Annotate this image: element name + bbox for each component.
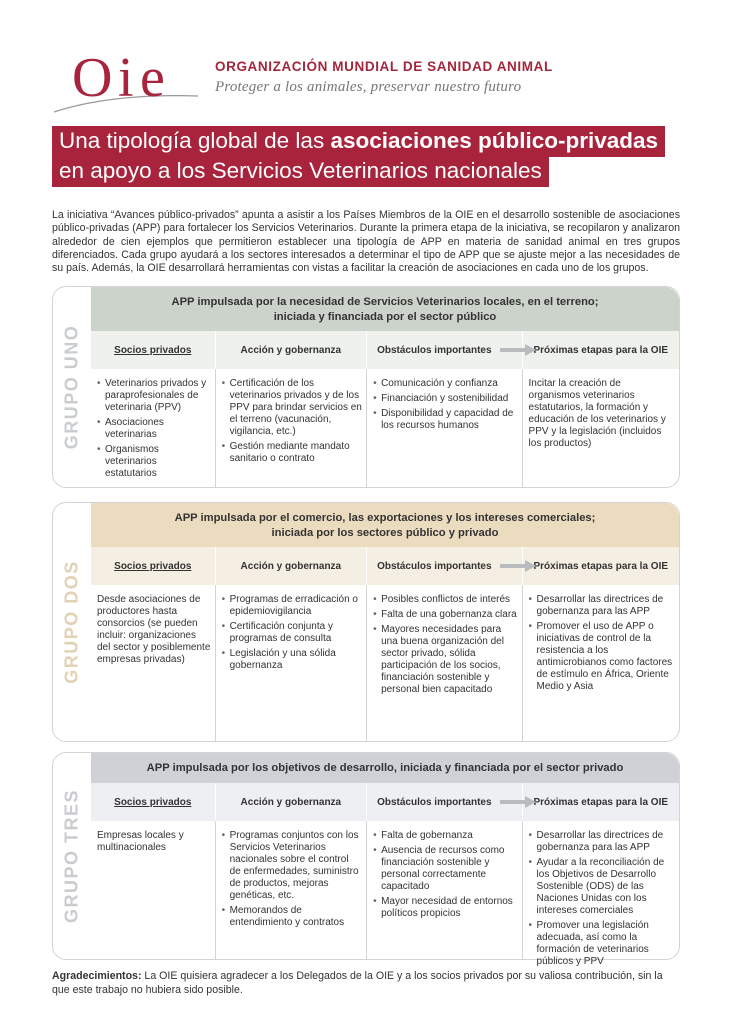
group-label: GRUPO TRES bbox=[61, 788, 82, 924]
col-head-next: Próximas etapas para la OIE bbox=[522, 331, 679, 369]
next-text: Incitar la creación de organismos veterinarios estatutarios, la formación y educación de los veterinarios y PPV y la legislación (incluidos los productos) bbox=[528, 378, 666, 449]
col-head-partners: Socios privados bbox=[114, 796, 192, 808]
list-item: • Veterinarios privados y paraprofesionales de veterinaria (PPV) bbox=[97, 378, 211, 414]
partners-cell bbox=[91, 585, 215, 741]
col-head-obstacles-label: Obstáculos importantes bbox=[377, 560, 492, 572]
column-headers bbox=[91, 783, 679, 821]
col-head-partners: Socios privados bbox=[114, 344, 192, 356]
group-band bbox=[91, 287, 679, 331]
logo-e: e bbox=[140, 47, 165, 109]
action-cell bbox=[215, 585, 366, 741]
group-band bbox=[91, 753, 679, 783]
partners-text: Desde asociaciones de productores hasta consorcios (se pueden incluir: organizaciones del sector y posiblemente empresas privadas) bbox=[97, 594, 211, 665]
column-headers bbox=[91, 331, 679, 369]
list-item: • Programas conjuntos con los Servicios Veterinarios nacionales sobre el control de enfermedades, suministro de productos, mejoras genéticas, etc. bbox=[222, 830, 362, 902]
list-item: • Disponibilidad y capacidad de los recursos humanos bbox=[373, 408, 517, 432]
next-cell bbox=[522, 821, 679, 967]
col-head-obstacles-label: Obstáculos importantes bbox=[377, 344, 492, 356]
col-head-obstacles bbox=[366, 783, 521, 821]
next-cell bbox=[522, 585, 679, 741]
list-item: • Desarrollar las directrices de gobernanza para las APP bbox=[529, 830, 675, 854]
list-item: • Certificación de los veterinarios privados y de los PPV para brindar servicios en el terreno (vacunación, vigilancia, etc.) bbox=[222, 378, 362, 438]
list-item: • Ausencia de recursos como financiación sostenible y personal correctamente capacitado bbox=[373, 845, 517, 893]
title-line-2: en apoyo a los Servicios Veterinarios nacionales bbox=[52, 156, 549, 187]
title-line-1 bbox=[52, 126, 665, 157]
oie-logo bbox=[50, 44, 200, 116]
org-name: ORGANIZACIÓN MUNDIAL DE SANIDAD ANIMAL bbox=[215, 59, 553, 74]
list-item: • Mayores necesidades para una buena organización del sector privado, sólida participación de los socios, financiación sostenible y personal bien capacitado bbox=[373, 624, 517, 696]
col-head-obstacles bbox=[366, 331, 521, 369]
band-line-2: iniciada y financiada por el sector público bbox=[273, 311, 497, 323]
band-line-2: iniciada por los sectores público y privado bbox=[271, 527, 499, 539]
col-head-next: Próximas etapas para la OIE bbox=[522, 547, 679, 585]
list-item: • Ayudar a la reconciliación de los Objetivos de Desarrollo Sostenible (ODS) de las Naciones Unidas con los intereses comerciales bbox=[529, 857, 675, 917]
list-item: • Memorandos de entendimiento y contratos bbox=[222, 905, 362, 929]
group-side bbox=[53, 753, 91, 959]
list-item: • Programas de erradicación o epidemiovigilancia bbox=[222, 594, 362, 618]
intro-paragraph: La iniciativa “Avances público-privados” apunta a asistir a los Países Miembros de la OIE en el desarrollo sostenible de asociaciones público-privadas (APP) para fortalecer los Servicios Veterinarios. Durante la primera etapa de la iniciativa, se recopilaron y analizaron alrededor de cien ejemplos que permitieron establecer una tipología de APP en materia de sanidad animal en tres grupos diferenciados. Cada grupo ayudará a los sectores interesados a determinar el tipo de APP que se ajuste mejor a las necesidades de su país. Además, la OIE desarrollará herramientas con vistas a facilitar la creación de asociaciones en cada uno de los grupos. bbox=[52, 209, 680, 275]
col-head-action: Acción y gobernanza bbox=[215, 331, 366, 369]
list-item: • Posibles conflictos de interés bbox=[373, 594, 517, 606]
col-head-action: Acción y gobernanza bbox=[215, 547, 366, 585]
arrow-right-icon bbox=[500, 346, 536, 354]
list-item: • Comunicación y confianza bbox=[373, 378, 517, 390]
band-line-1: APP impulsada por el comercio, las exportaciones y los intereses comerciales; bbox=[174, 512, 596, 524]
list-item: • Promover el uso de APP o iniciativas de control de la resistencia a los antimicrobianos como factores de estímulo en África, Oriente Medio y Asia bbox=[529, 621, 675, 693]
acknowledgements bbox=[52, 970, 680, 997]
group-body bbox=[91, 369, 679, 487]
list-item: • Certificación conjunta y programas de consulta bbox=[222, 621, 362, 645]
acknowledgements-label: Agradecimientos: bbox=[52, 970, 142, 982]
group-label: GRUPO DOS bbox=[61, 560, 82, 684]
list-item: • Mayor necesidad de entornos políticos propicios bbox=[373, 896, 517, 920]
col-head-partners: Socios privados bbox=[114, 560, 192, 572]
list-item: • Falta de una gobernanza clara bbox=[373, 609, 517, 621]
col-head-next: Próximas etapas para la OIE bbox=[522, 783, 679, 821]
action-cell bbox=[215, 821, 366, 959]
col-head-action: Acción y gobernanza bbox=[215, 783, 366, 821]
acknowledgements-text: La OIE quisiera agradecer a los Delegados de la OIE y a los socios privados por su valiosa contribución, sin la que este trabajo no hubiera sido posible. bbox=[52, 970, 663, 996]
list-item: • Asociaciones veterinarias bbox=[97, 417, 211, 441]
band-line-1: APP impulsada por la necesidad de Servicios Veterinarios locales, en el terreno; bbox=[171, 296, 599, 308]
group-band bbox=[91, 503, 679, 547]
group-label: GRUPO UNO bbox=[61, 324, 82, 450]
group-side bbox=[53, 503, 91, 741]
next-cell bbox=[522, 369, 679, 487]
group-body bbox=[91, 821, 679, 967]
title-line-1-bold: asociaciones público-privadas bbox=[330, 128, 659, 153]
column-headers bbox=[91, 547, 679, 585]
obstacles-cell bbox=[366, 369, 521, 487]
list-item: • Promover una legislación adecuada, así como la formación de veterinarios públicos y PPV bbox=[529, 920, 675, 968]
group-two-box bbox=[52, 502, 680, 742]
logo-o: O bbox=[72, 47, 113, 109]
arrow-right-icon bbox=[500, 798, 536, 806]
partners-cell bbox=[91, 821, 215, 959]
col-head-obstacles-label: Obstáculos importantes bbox=[377, 796, 492, 808]
org-tagline: Proteger a los animales, preservar nuestro futuro bbox=[215, 79, 522, 95]
group-body bbox=[91, 585, 679, 741]
partners-cell bbox=[91, 369, 215, 487]
arrow-right-icon bbox=[500, 562, 536, 570]
logo-i: i bbox=[118, 47, 134, 109]
group-three-box bbox=[52, 752, 680, 967]
col-head-obstacles bbox=[366, 547, 521, 585]
action-cell bbox=[215, 369, 366, 487]
list-item: • Legislación y una sólida gobernanza bbox=[222, 648, 362, 672]
list-item: • Gestión mediante mandato sanitario o contrato bbox=[222, 441, 362, 465]
title-line-1-regular: Una tipología global de las bbox=[59, 128, 331, 153]
list-item: • Organismos veterinarios estatutarios bbox=[97, 444, 211, 480]
obstacles-cell bbox=[366, 585, 521, 741]
band-line-1: APP impulsada por los objetivos de desarrollo, iniciada y financiada por el sector privado bbox=[146, 762, 624, 774]
list-item: • Falta de gobernanza bbox=[373, 830, 517, 842]
group-one-box bbox=[52, 286, 680, 488]
list-item: • Financiación y sostenibilidad bbox=[373, 393, 517, 405]
group-side bbox=[53, 287, 91, 487]
partners-text: Empresas locales y multinacionales bbox=[97, 830, 184, 853]
obstacles-cell bbox=[366, 821, 521, 959]
list-item: • Desarrollar las directrices de gobernanza para las APP bbox=[529, 594, 675, 618]
